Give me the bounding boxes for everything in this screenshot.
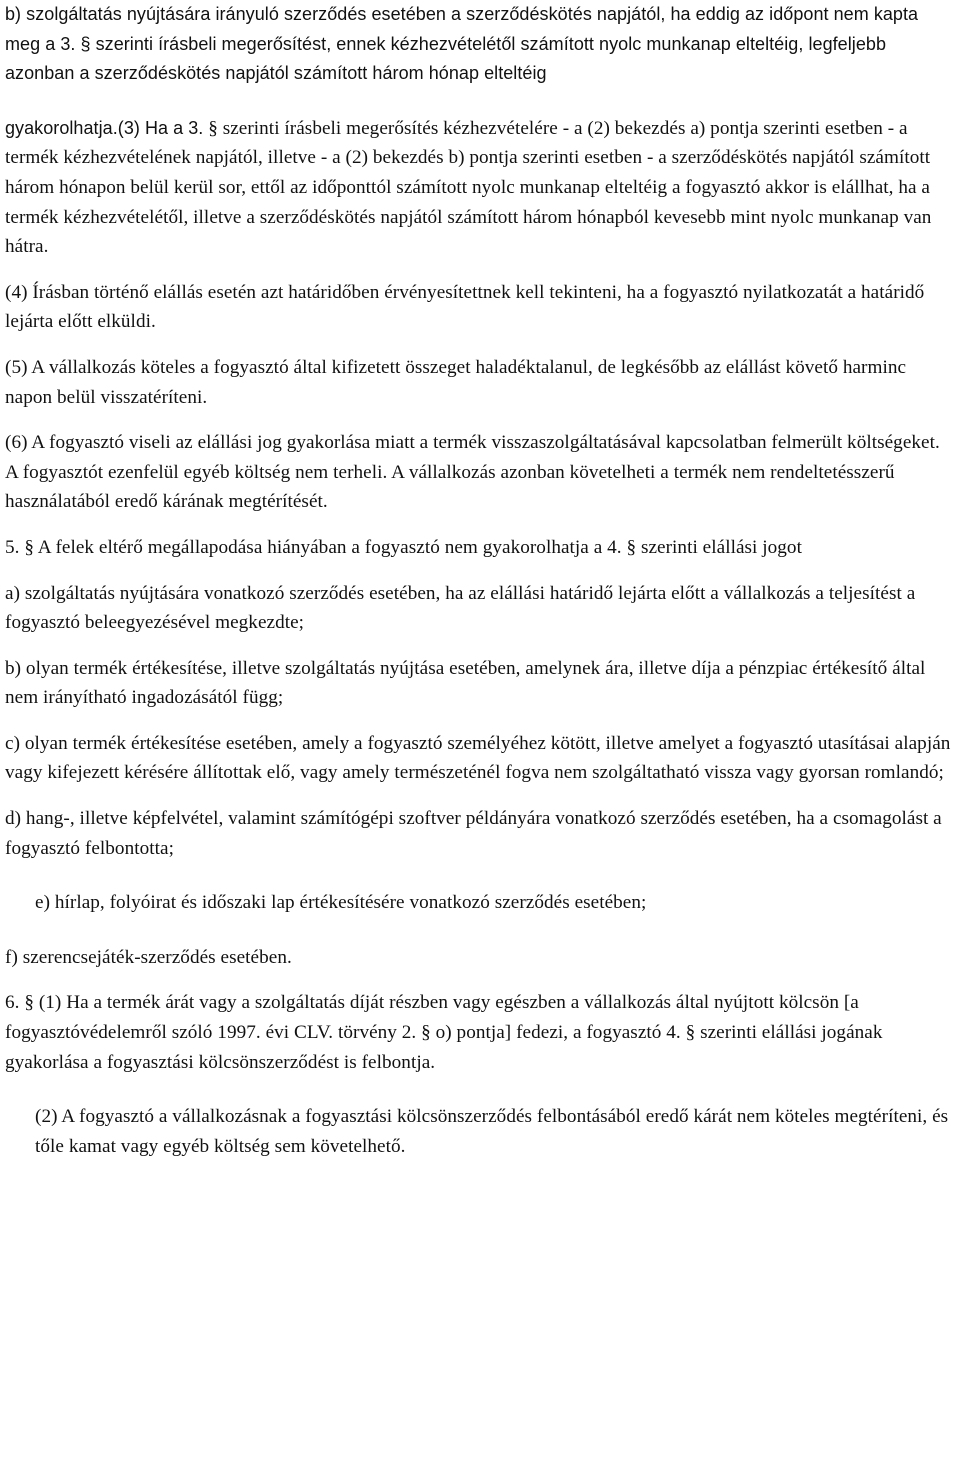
section-5-item-a: a) szolgáltatás nyújtására vonatkozó szerződés esetében, ha az elállási határidő lejárta előtt a vállalkozás a teljesítést a fogyasztó beleegyezésével megkezdte; — [5, 582, 916, 634]
paragraph-6: (6) A fogyasztó viseli az elállási jog gyakorlása miatt a termék visszaszolgáltatásával kapcsolatban felmerült költségeket. A fogyasztót ezenfelül egyéb költség nem terheli. A vállalkozás azonban követelheti a termék nem rendeltetésszerű használatából eredő kárának megtérítését. — [5, 432, 940, 513]
section-5-item-f: f) szerencsejáték-szerződés esetében. — [5, 946, 292, 968]
paragraph-4: (4) Írásban történő elállás esetén azt határidőben érvényesítettnek kell tekinteni, ha a fogyasztó nyilatkozatát a határidő lejárta előtt elküldi. — [5, 281, 925, 333]
paragraph-3-rest: § szerinti írásbeli megerősítés kézhezvételére - a (2) bekezdés a) pontja szerinti esetben - a termék kézhezvételének napjától, illetve - a (2) bekezdés b) pontja szerinti esetben - a szerződéskötés napjától számított három hónapon belül kerül sor, ettől az időponttól számított nyolc munkanap elteltéig a fogyasztó akkor is elállhat, ha a termék kézhezvételétől, illetve a szerződéskötés napjától számított három hónapból kevesebb mint nyolc munkanap van hátra. — [5, 117, 932, 258]
document-page — [5, 0, 955, 1161]
paragraph-3 — [5, 114, 955, 262]
section-6-paragraph-1: 6. § (1) Ha a termék árát vagy a szolgáltatás díját részben vagy egészben a vállalkozás által nyújtott kölcsön [a fogyasztóvédelemről szóló 1997. évi CLV. törvény 2. § o) pontja] fedezi, a fogyasztó 4. § szerinti elállási jogának gyakorlása a fogyasztási kölcsönszerződést is felbontja. — [5, 992, 883, 1073]
section-5-item-b: b) olyan termék értékesítése, illetve szolgáltatás nyújtása esetében, amelynek ára, illetve díja a pénzpiac értékesítő által nem irányítható ingadozásától függ; — [5, 657, 926, 709]
section-6-paragraph-2: (2) A fogyasztó a vállalkozásnak a fogyasztási kölcsönszerződés felbontásából eredő kárát nem köteles megtéríteni, és tőle kamat vagy egyéb költség sem követelhető. — [35, 1106, 949, 1157]
section-5-heading: 5. § A felek eltérő megállapodása hiányában a fogyasztó nem gyakorolhatja a 4. § szerinti elállási jogot — [5, 536, 802, 558]
paragraph-5: (5) A vállalkozás köteles a fogyasztó által kifizetett összeget haladéktalanul, de legkésőbb az elállást követő harminc napon belül visszatéríteni. — [5, 356, 907, 408]
section-5-item-e: e) hírlap, folyóirat és időszaki lap értékesítésére vonatkozó szerződés esetében; — [35, 892, 647, 914]
paragraph-3-start: gyakorolhatja.(3) Ha a 3. — [5, 117, 204, 138]
paragraph-b-service-withdrawal-period: b) szolgáltatás nyújtására irányuló szerződés esetében a szerződéskötés napjától, ha eddig az időpont nem kapta meg a 3. § szerinti írásbeli megerősítést, ennek kézhezvételétől számított nyolc munkanap elteltéig, legfeljebb azonban a szerződéskötés napjától számított három hónap elteltéig — [5, 4, 919, 84]
section-5-item-d: d) hang-, illetve képfelvétel, valamint számítógépi szoftver példányára vonatkozó szerződés esetében, ha a csomagolást a fogyasztó felbontotta; — [5, 808, 942, 859]
section-5-item-c: c) olyan termék értékesítése esetében, amely a fogyasztó személyéhez kötött, illetve amelyet a fogyasztó utasításai alapján vagy kifejezett kérésére állítottak elő, vagy amely természeténél fogva nem szolgáltatható vissza vagy gyorsan romlandó; — [5, 732, 951, 784]
